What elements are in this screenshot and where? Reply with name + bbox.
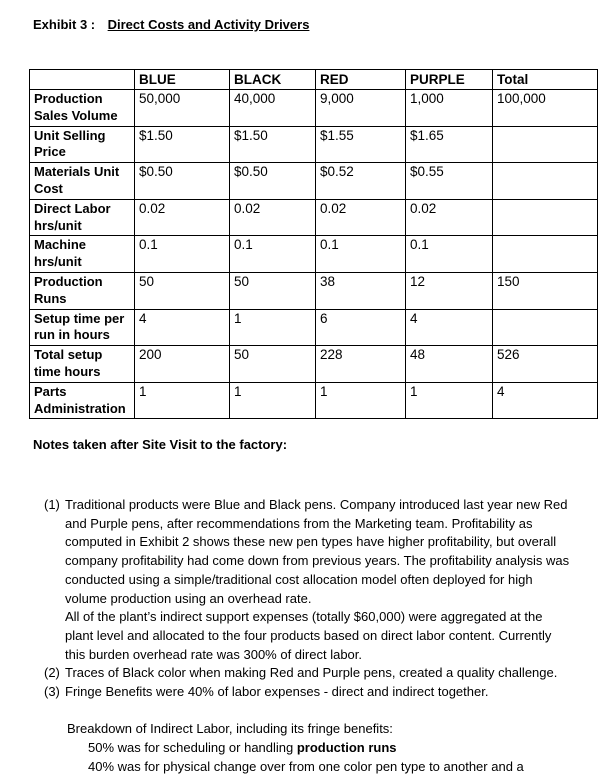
note-text bbox=[65, 683, 600, 702]
col-header-black: BLACK bbox=[230, 70, 316, 90]
table-row-direct-labor-hrs bbox=[30, 199, 598, 236]
exhibit-number-label: Exhibit 3 : bbox=[33, 17, 96, 32]
cell-total: 150 bbox=[493, 272, 598, 309]
cell-black: $0.50 bbox=[230, 163, 316, 200]
cell-total: 4 bbox=[493, 382, 598, 419]
cell-black: 1 bbox=[230, 309, 316, 346]
cell-blue: 0.1 bbox=[135, 236, 230, 273]
indirect-labor-breakdown bbox=[67, 720, 600, 776]
note-line: company profitability had come down from previous years. The profitability analysis was bbox=[65, 553, 570, 569]
table-row-machine-hrs bbox=[30, 236, 598, 273]
breakdown-line-bold: production runs bbox=[296, 740, 397, 756]
direct-costs-table bbox=[29, 69, 598, 419]
note-item-1 bbox=[44, 496, 600, 664]
table-row-unit-selling-price bbox=[30, 126, 598, 163]
note-line: volume production using an overhead rate. bbox=[65, 590, 312, 606]
note-line: Traces of Black color when making Red and Purple pens, created a quality challenge. bbox=[65, 665, 558, 681]
row-label: Parts Administration bbox=[30, 382, 135, 419]
cell-black: 40,000 bbox=[230, 90, 316, 127]
table-row-total-setup-time bbox=[30, 346, 598, 383]
col-header-total: Total bbox=[493, 70, 598, 90]
cell-purple: 12 bbox=[406, 272, 493, 309]
breakdown-intro: Breakdown of Indirect Labor, including its fringe benefits: bbox=[67, 721, 393, 737]
cell-red: 1 bbox=[316, 382, 406, 419]
table-row-production-runs bbox=[30, 272, 598, 309]
cell-red: 6 bbox=[316, 309, 406, 346]
note-line: and Purple pens, after recommendations from the Marketing team. Profitability as bbox=[65, 515, 533, 531]
cell-total bbox=[493, 126, 598, 163]
cell-purple: 4 bbox=[406, 309, 493, 346]
col-header-red: RED bbox=[316, 70, 406, 90]
cell-total bbox=[493, 309, 598, 346]
col-header-blank bbox=[30, 70, 135, 90]
row-label: Machine hrs/unit bbox=[30, 236, 135, 273]
cell-red: $1.55 bbox=[316, 126, 406, 163]
table-row-materials-unit-cost bbox=[30, 163, 598, 200]
cell-purple: $0.55 bbox=[406, 163, 493, 200]
cell-blue: 0.02 bbox=[135, 199, 230, 236]
note-line: conducted using a simple/traditional cost allocation model often deployed for high bbox=[65, 571, 533, 587]
cell-purple: 48 bbox=[406, 346, 493, 383]
cell-purple: 0.1 bbox=[406, 236, 493, 273]
row-label: Unit Selling Price bbox=[30, 126, 135, 163]
note-line: Fringe Benefits were 40% of labor expenses - direct and indirect together. bbox=[65, 684, 489, 700]
row-label: Direct Labor hrs/unit bbox=[30, 199, 135, 236]
table-header-row bbox=[30, 70, 598, 90]
breakdown-line-changeover: 40% was for physical change over from one color pen type to another and a bbox=[88, 758, 524, 774]
cell-red: 9,000 bbox=[316, 90, 406, 127]
note-text bbox=[65, 664, 600, 683]
note-line: Traditional products were Blue and Black pens. Company introduced last year new Red bbox=[65, 497, 568, 512]
col-header-purple: PURPLE bbox=[406, 70, 493, 90]
exhibit-title: Direct Costs and Activity Drivers bbox=[107, 17, 310, 32]
note-line: plant level and allocated to the four products based on direct labor content. Currently bbox=[65, 627, 552, 643]
cell-blue: 4 bbox=[135, 309, 230, 346]
cell-red: 228 bbox=[316, 346, 406, 383]
note-line: this burden overhead rate was 300% of direct labor. bbox=[65, 646, 363, 662]
cell-blue: 50,000 bbox=[135, 90, 230, 127]
cell-total bbox=[493, 163, 598, 200]
notes-list bbox=[44, 496, 600, 777]
cell-black: 1 bbox=[230, 382, 316, 419]
cell-total: 526 bbox=[493, 346, 598, 383]
exhibit-header bbox=[33, 17, 309, 32]
col-header-blue: BLUE bbox=[135, 70, 230, 90]
row-label: Materials Unit Cost bbox=[30, 163, 135, 200]
notes-heading: Notes taken after Site Visit to the factory: bbox=[33, 437, 288, 452]
cell-blue: $1.50 bbox=[135, 126, 230, 163]
note-text bbox=[65, 496, 600, 664]
cell-black: 0.1 bbox=[230, 236, 316, 273]
cell-total: 100,000 bbox=[493, 90, 598, 127]
breakdown-line-scheduling bbox=[88, 739, 600, 758]
cell-blue: $0.50 bbox=[135, 163, 230, 200]
cell-black: 50 bbox=[230, 272, 316, 309]
cell-purple: 1 bbox=[406, 382, 493, 419]
cell-red: 38 bbox=[316, 272, 406, 309]
note-item-3 bbox=[44, 683, 600, 702]
note-marker: (1) bbox=[44, 497, 60, 512]
cell-red: $0.52 bbox=[316, 163, 406, 200]
breakdown-line-prefix: 50% was for scheduling or handling bbox=[88, 740, 297, 756]
cell-blue: 50 bbox=[135, 272, 230, 309]
note-item-2 bbox=[44, 664, 600, 683]
cell-purple: 0.02 bbox=[406, 199, 493, 236]
cell-purple: $1.65 bbox=[406, 126, 493, 163]
row-label: Production Sales Volume bbox=[30, 90, 135, 127]
cell-black: 0.02 bbox=[230, 199, 316, 236]
row-label: Total setup time hours bbox=[30, 346, 135, 383]
table-row-parts-administration bbox=[30, 382, 598, 419]
cell-black: 50 bbox=[230, 346, 316, 383]
note-marker: (2) bbox=[44, 665, 60, 681]
cell-red: 0.1 bbox=[316, 236, 406, 273]
note-marker: (3) bbox=[44, 684, 60, 700]
cell-purple: 1,000 bbox=[406, 90, 493, 127]
cell-blue: 200 bbox=[135, 346, 230, 383]
cell-total bbox=[493, 236, 598, 273]
note-line: computed in Exhibit 2 shows these new pen types have higher profitability, but overall bbox=[65, 534, 557, 550]
cell-blue: 1 bbox=[135, 382, 230, 419]
cell-total bbox=[493, 199, 598, 236]
row-label: Production Runs bbox=[30, 272, 135, 309]
cell-black: $1.50 bbox=[230, 126, 316, 163]
note-line: All of the plant’s indirect support expenses (totally $60,000) were aggregated at the bbox=[65, 609, 543, 625]
cell-red: 0.02 bbox=[316, 199, 406, 236]
row-label: Setup time per run in hours bbox=[30, 309, 135, 346]
table-row-production-sales-volume bbox=[30, 90, 598, 127]
table-row-setup-time-per-run bbox=[30, 309, 598, 346]
